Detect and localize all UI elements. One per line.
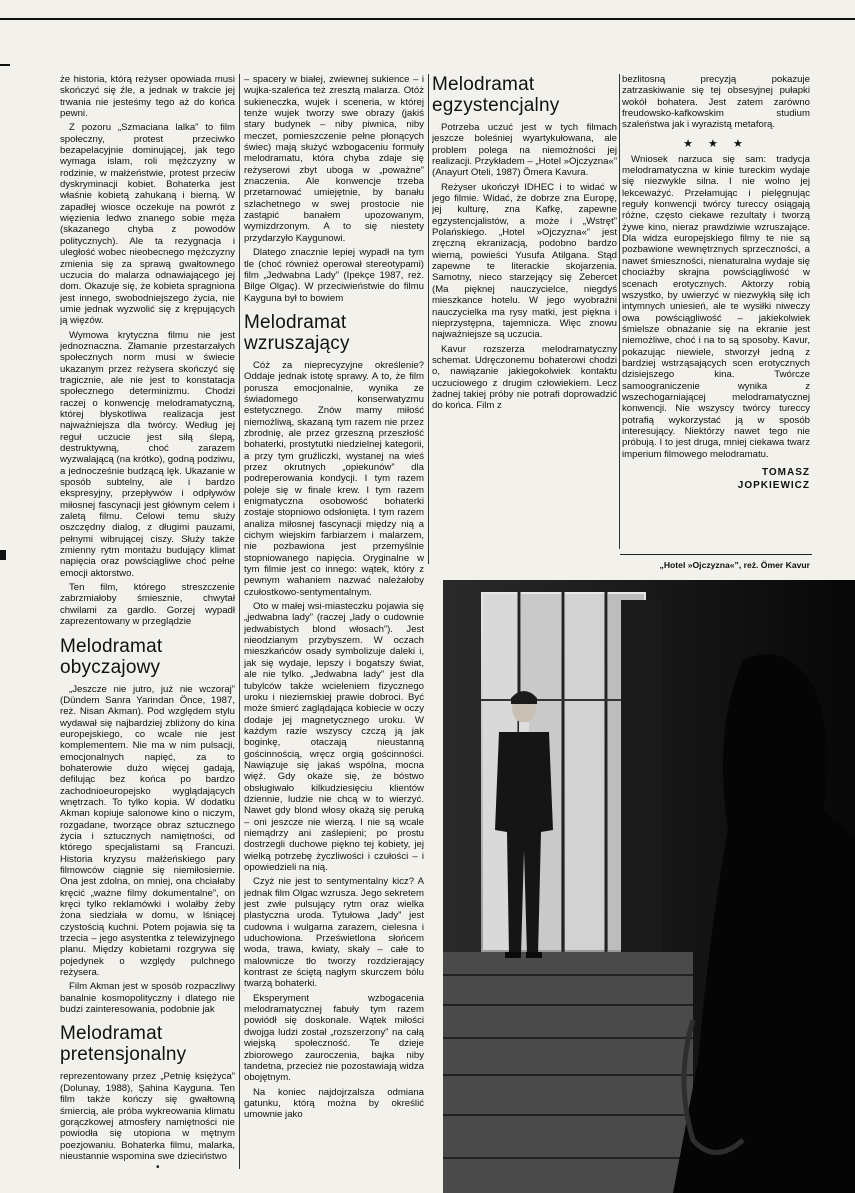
page-dot: • bbox=[156, 1162, 160, 1173]
paragraph: Ten film, którego streszczenie zabrzmiałoby śmiesznie, chwytał chwilami za gardło. Gorzej wypadł zaprezentowany w przeglądzie bbox=[60, 582, 235, 628]
column-rule-3 bbox=[619, 74, 620, 549]
author-first-name: TOMASZ bbox=[761, 467, 810, 478]
paragraph: Film Akman jest w sposób rozpaczliwy banalnie kosmopolityczny i dlatego nie budzi zainteresowania, podobnie jak bbox=[60, 981, 235, 1016]
paragraph: Oto w małej wsi-miasteczku pojawia się „jedwabna lady” (raczej „lady o cudownie jedwabistych blond włosach”). Jest nieodzianym przybyszem. W oczach mieszkańców osady symbolizuje daleki i, jak się wydaje, lepszy i bogatszy świat, ale nie tylko. „Jedwabna lady” jest dla tubylców także wcieleniem fizycznego uroku i nieziemskiej prawie dobroci. Być może śmierć zaglądająca kobiecie w oczy dodaje jej magnetycznego uroku. W każdym razie wszyscy czczą ją jak boginkę, otaczają nieustanną gościnnością, wręcz orgią gościnności. Nawiązuje się jakaś wspólna, mocna więź. Gdy okaże się, że bóstwo obsługiwało kilkudziesięciu klientów dziennie, ludzie nie chcą w to wierzyć. Nawet gdy blond włosy okażą się peruką – oni jeszcze nie wierzą. I nie są wcale niemądrzy ani zaślepieni; po prostu dostrzegli duchowe piękno tej kobiety, jej wielką potrzebę życzliwości i czułości – i opowiedzieli na nią. bbox=[244, 601, 424, 873]
section-heading: Melodramat pretensjonalny bbox=[60, 1023, 187, 1066]
article-column-2 bbox=[244, 74, 424, 1184]
paragraph: Na koniec najdojrzalsza odmiana gatunku, którą można by określić umownie jako bbox=[244, 1086, 424, 1121]
section-heading: Melodramat wzruszający bbox=[244, 311, 350, 354]
section-separator-stars: ★ ★ ★ bbox=[683, 137, 749, 150]
film-still-photo bbox=[443, 580, 855, 1193]
section-heading: Melodramat obyczajowy bbox=[60, 635, 163, 678]
paragraph: Reżyser ukończył IDHEC i to widać w jego filmie. Widać, że dobrze zna Europę, jej kulturę, zna Kafkę, zapewne egzystencjalistów, a może i „Wstręt” Polańskiego. „Hotel »Ojczyzna«” jest zręczną ekranizacją, podobno bardzo wierną, powieści Yusufa Atilgana. Stąd zapewne te literackie skojarzenia. Samotny, nieco starzejący się Zebercet (Ma pięknej nauczycielce, niegdyś mieszkance hotelu. W jego wyobraźni nauczycielka ma rysy matki, jest piękna i nieprzystępna, tajemnicza. Więc znowu najważniejsze są uczucia. bbox=[432, 181, 617, 341]
paragraph: „Jeszcze nie jutro, już nie wczoraj” (Dündem Sanra Yarindan Önce, 1987, reż. Nisan Akman). Pod względem stylu wydawał się najbardziej zbliżony do kina europejskiego, co wcale nie jest komplementem. Nie ma w nim pulsacji, emocjonalnych napięć, za to bohaterowie dużo więcej gadają, defilując bez końca po bardzo zachodnioeuropejsko wyglądających wnętrzach. To tylko kopia. W dodatku Akman kopiuje salonowe kino o niczym, rozgadane, tworzące obraz sztucznego życia i sztucznych namiętności, od którego specjalistami są Francuzi. Historia kryzysu małżeńskiego pary filmowców ciągnie się niemiłosiernie. Ona jest zdolna, on mniej, ona chciałaby kręcić „ważne filmy dokumentalne”, on kręci tylko reklamówki i wolałby żeby żona siedziała w domu, w lśniącej czystością kuchni. Potem pojawia się ta trzecia – jego asystentka z telewizyjnego planu. Między kobietami rozgrywa się pojedynek o względy pulchnego reżysera. bbox=[60, 683, 235, 979]
paragraph: Czyż nie jest to sentymentalny kicz? A jednak film Olgac wzrusza. Jego sekretem jest zwłe pulsujący rytm oraz wielka plastyczna uroda. Tytułowa „lady” jest cudowna i wulgarna zarazem, cielesna i uduchowiona. Prześwietlona słońcem woda, trawa, kwiaty, skały – całe to malownicze tło tworzy rozdzierający kontrast ze ściętą nagłym skurczem bólu twarzą bohaterki. bbox=[244, 876, 424, 990]
margin-tick bbox=[0, 64, 10, 66]
section-heading: Melodramat egzystencjalny bbox=[432, 74, 560, 116]
paragraph: Cóż za nieprecyzyjne określenie? Oddaje jednak istotę sprawy. A to, że film porusza emocjonalnie, wynika ze świadomego konserwatyzmu estetycznego. Znów mamy miłość niemożliwą, skazaną tym razem nie przez zbrodnię, ale przez grzeszną przeszłość bohaterki, prostytutki niedzielnej kategorii, a przy tym gruźliczki, wystanej na wieś przez okrutnych „opiekunów” dla podreperowania kondycji. I tym razem poleje się w finale krew. I tym razem enigmatyczna osobowość bohaterki zostaje stopniowo odsłonięta. I tym razem analiza miłosnej fascynacji między nią a cichym wiejskim farbiarzem i malarzem, nie pozbawiona jest przemyślnie stopniowanego napięcia. Oryginalne w tym filmie jest co innego: wątek, który z pewnym wahaniem nazwać należałoby czułostkowo-sentymentalnym. bbox=[244, 359, 424, 598]
paragraph: Z pozoru „Szmaciana lalka” to film społeczny, protest przeciwko bezapelacyjnie dominującej, jak tego wymaga islam, roli mężczyzny w rodzinie, w małżeństwie, protest przeciw dyskryminacji kobiet. Bohaterka jest właśnie kobietą zahukaną i bierną. W zapadłej wiosce oczekuje na powrót z więzienia ledwo znanego sobie męża (skazanego chyba z powodów politycznych). Ale ta rezygnacja i uległość wobec nieobecnego mężczyzny zmienia się za sprawą gwałtownego uczucia do malarza odnawiającego jej dom. Okazuje się, że kobieta spragniona jest innego, swobodniejszego życia, nie umie jednak wyzwolić się z krępujących ją więzów. bbox=[60, 122, 235, 327]
paragraph: – spacery w białej, zwiewnej sukience – i wujka-szaleńca też zresztą malarza. Otóż sukieneczka, wujek i sceneria, w której tenże wujek tworzy swe obrazy (jakiś stary budynek – niby piwnica, niby meczet, pomieszczenie pełne płonących świec) mają służyć wzbogaceniu formuły melodramatu, która chyba zdaje się reżyserowi zbyt uboga w „poważne” znaczenia. Ale konwencje trzeba przetarnować umiejętnie, by banału szlachetnego w swej prostocie nie zastąpić banałem upozowanym, wymizdrzonym. A to się niestety przydarzyło Kaygunowi. bbox=[244, 74, 424, 244]
paragraph: Wniosek narzuca się sam: tradycja melodramatyczna w kinie tureckim wydaje się niezwykle silna. I nie wolno jej lekceważyć. Przełamując i pielęgnując reguły konwencji twórcy tureccy osiągają różne, często ciekawe rezultaty i tworzą żywe kino, nieraz prawdziwie wzruszające. Dla widza europejskiego filmy te nie są pozbawione wewnętrznych sprzeczności, a nawet śmieszności, nienaturalna wydaje się chociażby skrajna powściągliwość w scenach erotycznych. Aktorzy robią wszystko, by uwierzyć w niezwykłą siłę ich intymnych uniesień, ale te wysiłki niweczy owa powściągliwość – jakiekolwiek śmielsze obnażanie się na ekranie jest niemożliwe, choć i na to są sposoby. Kavur, pokazując niewiele, stworzył jedną z bardziej wstrząsających scen erotycznych dzisiejszego kina. Twórcze samoograniczenie wynika z wszechogarniającej melodramatycznej konwencji. Nie wszyscy twórcy tureccy potrafią wykorzystać ją w sposób interesujący. Niektórzy nawet tego nie próbują. I to jest druga, mniej ciekawa twarz imperium filmowego melodramatu. bbox=[622, 153, 810, 460]
author-name bbox=[622, 466, 810, 492]
paragraph: bezlitosną precyzją pokazuje zatrzaskiwanie się tej obsesyjnej pułapki wokół bohatera. Jest zatem zarówno freudowsko-kafkowskim studium szaleństwa jak i wyrazistą metaforą. bbox=[622, 74, 810, 131]
column-rule-1 bbox=[239, 74, 240, 1169]
margin-mark bbox=[0, 550, 6, 560]
paragraph: że historia, którą reżyser opowiada musi skończyć się źle, a jednak w trakcie jej trwania nie jesteśmy tego aż do końca pewni. bbox=[60, 74, 235, 120]
article-column-1 bbox=[60, 74, 235, 1184]
article-column-4 bbox=[622, 74, 810, 594]
top-rule bbox=[0, 18, 855, 20]
paragraph: Potrzeba uczuć jest w tych filmach jeszcze boleśniej wyartykułowana, ale problem polega na niemożności jej realizacji. Przykładem – „Hotel »Ojczyzna«” (Anayurt Oteli, 1987) Ömera Kavura. bbox=[432, 122, 617, 179]
article-column-3 bbox=[432, 74, 617, 574]
column-rule-2 bbox=[428, 74, 429, 564]
paragraph: reprezentowany przez „Petnię księżyca” (Dolunay, 1988), Şahina Kayguna. Ten film także kończy się gwałtowną śmiercią, ale próba wykreowania klimatu gorączkowej atmosfery namiętności nie powiodła się utopiona w mętnym poezjowaniu. Bohaterka filmu, malarka, nieustannie wspomina swe dzieciństwo bbox=[60, 1071, 235, 1162]
photo-caption: „Hotel »Ojczyzna«”, reż. Ömer Kavur bbox=[659, 560, 810, 570]
paragraph: Kavur rozszerza melodramatyczny schemat. Udręczonemu bohaterowi chodzi o, nawiązanie jakiegokolwiek kontaktu uczuciowego z drugim człowiekiem. Lecz żadnej takiej próby nie potrafi doprowadzić do końca. Film z bbox=[432, 343, 617, 412]
film-still-illustration bbox=[443, 580, 855, 1193]
paragraph: Dlatego znacznie lepiej wypadł na tym tle (choć również operował stereotypami) film „Jedwabna Lady” (Ipekçe 1987, reż. Bilge Olgaç). W przeciwieństwie do filmu Kayguna był to bowiem bbox=[244, 247, 424, 304]
paragraph: Wymowa krytyczna filmu nie jest jednoznaczna. Złamanie przestarzałych społecznych norm musi w świecie ukazanym przez reżysera skończyć się tragicznie, ale nie jest to konstatacja społecznego determinizmu. Chodzi raczej o konwencję melodramatyczną, której błyskotliwa realizacja jest najważniejsza dla twórcy. Według jej reguł uczucie jest siłą ślepą, destruktywną, choć zarazem wyzwalającą (na krótko), godną podziwu, a jednocześnie budzącą lęk. Ukazanie w sposób subtelny, ale i bardzo ekspresyjny, przepływów i odpływów miłosnej fascynacji jest głównym celem i zaletą filmu. Celowi temu służy oszczędny dialog, z długimi pauzami, pełnymi wibrującej ciszy. Służy także zmienny rytm montażu budujący klimat napięcia oraz powściągliwe choć pełne emocji aktorstwo. bbox=[60, 329, 235, 579]
caption-rule bbox=[620, 554, 812, 555]
paragraph: Eksperyment wzbogacenia melodramatycznej fabuły tym razem powiódł się doskonale. Wątek miłości dwojga ludzi został „rozszerzony” na całą wiejską społeczność. Te dzieje zbiorowego zauroczenia, bajka niby tandetna, przecież nie pozostawiają widza obojętnym. bbox=[244, 992, 424, 1084]
author-last-name: JOPKIEWICZ bbox=[737, 480, 810, 491]
